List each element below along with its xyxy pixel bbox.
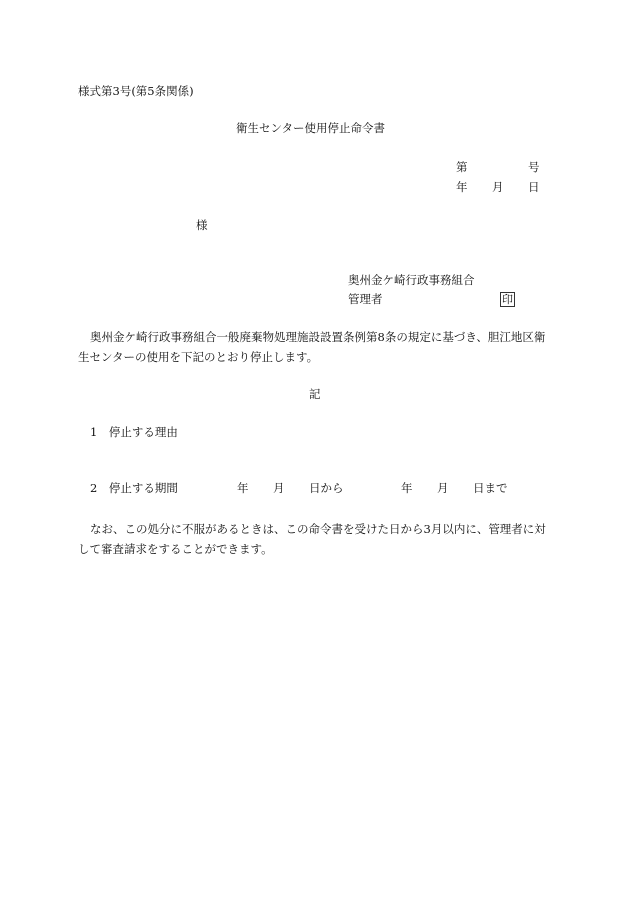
item-reason: 1 停止する理由: [90, 425, 178, 439]
document-number-prefix: 第: [456, 160, 468, 174]
period-end-month: 月: [437, 481, 449, 495]
issuer-role: 管理者: [348, 292, 383, 306]
date-day-label: 日: [528, 180, 540, 194]
seal-mark: 印: [502, 293, 513, 306]
body-paragraph: 奥州金ケ崎行政事務組合一般廃棄物処理施設設置条例第8条の規定に基づき、胆江地区衛生センターの使用を下記のとおり停止します。: [78, 330, 546, 364]
document-number-suffix: 号: [528, 160, 540, 174]
period-start-year: 年: [237, 481, 249, 495]
appeal-notice: なお、この処分に不服があるときは、この命令書を受けた日から3月以内に、管理者に対して審査請求をすることができます。: [78, 522, 546, 556]
period-end-day: 日まで: [473, 481, 508, 495]
record-heading: 記: [309, 387, 321, 401]
page-title: 衛生センター使用停止命令書: [236, 121, 386, 135]
addressee-suffix: 様: [196, 218, 208, 232]
date-month-label: 月: [492, 180, 504, 194]
period-end-year: 年: [401, 481, 413, 495]
item-period-label: 2 停止する期間: [90, 481, 178, 495]
period-start-month: 月: [273, 481, 285, 495]
form-number: 様式第3号(第5条関係): [78, 84, 194, 98]
issuer-organization: 奥州金ケ崎行政事務組合: [348, 273, 475, 287]
date-year-label: 年: [456, 180, 468, 194]
period-start-day: 日から: [309, 481, 344, 495]
